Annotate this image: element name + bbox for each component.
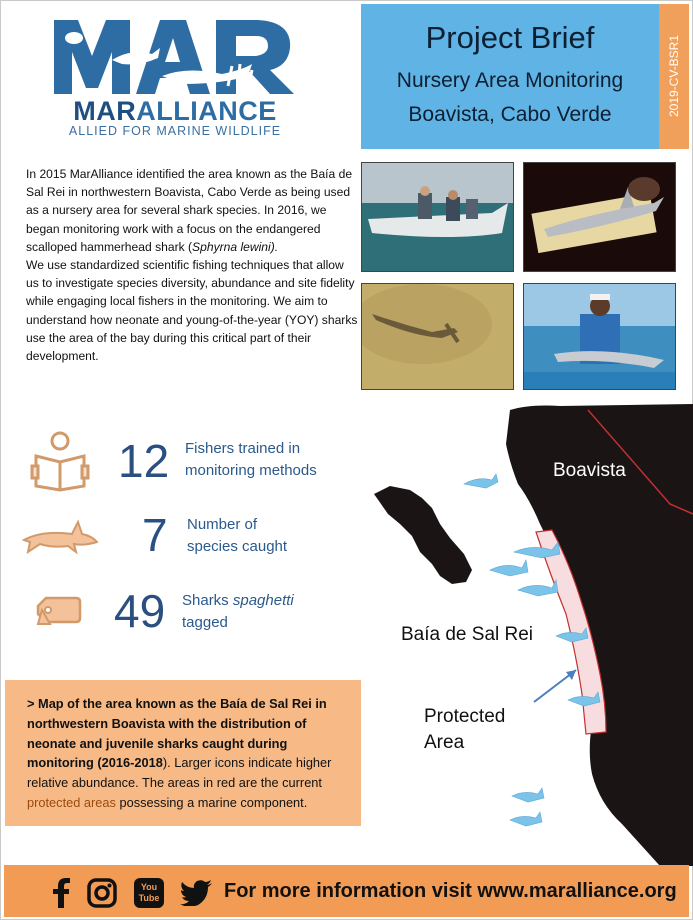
brand-tagline: ALLIED FOR MARINE WILDLIFE	[68, 124, 282, 138]
stat-fishers-label: Fishers trained in monitoring methods	[185, 440, 317, 479]
shark-icon	[22, 520, 98, 556]
photo-hammerhead-water	[361, 283, 514, 390]
photo-fisher-with-shark	[523, 283, 676, 390]
intro-paragraph-1: In 2015 MarAlliance identified the area known as the Baía de Sal Rei in northwestern Boavista, Cabo Verde as being used as a nursery area for several shark species. In 2016, we began monitoring work with a focus on the endangered scalloped hammerhead shark (Sphyrna lewini).	[26, 167, 353, 254]
stat-tagged-label: Sharks spaghetti tagged	[182, 592, 294, 631]
stat-tagged-number: 49	[114, 585, 166, 637]
subtitle-1: Nursery Area Monitoring	[396, 69, 624, 92]
twitter-icon[interactable]	[180, 880, 212, 906]
footer-website-text[interactable]: For more information visit www.maralliance.org	[224, 880, 677, 902]
title-box	[361, 4, 659, 149]
intro-paragraph-2: We use standardized scientific fishing techniques that allow us to investigate species diversity, abundance and site fidelity while engaging local fishers in the monitoring. We aim to understand how neonate and young-of-the-year (YOY) sharks use the area of the bay during this critical part of their development.	[26, 258, 358, 364]
stat-species-label: Number of species caught	[187, 516, 288, 555]
map-caption: > Map of the area known as the Baía de Sal Rei in northwestern Boavista with the distribution of neonate and juvenile sharks caught during monitoring (2016-2018). Larger icons indicate higher relative abundance. The areas in red are the current protected areas possessing a marine component.	[5, 680, 361, 826]
subtitle-2: Boavista, Cabo Verde	[408, 102, 612, 126]
photo-boat-fishers	[361, 162, 514, 272]
page-title: Project Brief	[425, 20, 595, 55]
brand-wordmark: MARALLIANCE	[73, 96, 277, 126]
species-name: Sphyrna lewini).	[192, 239, 279, 254]
stat-fishers-number: 12	[118, 435, 170, 487]
map-label-protected-area: Protected Area	[424, 706, 506, 753]
facebook-icon[interactable]	[52, 878, 70, 908]
tag-icon	[36, 594, 82, 628]
instagram-icon[interactable]	[87, 878, 117, 908]
document-code: 2019-CV-BSR1	[667, 34, 681, 118]
intro-text	[26, 165, 358, 365]
map-label-boavista: Boavista	[553, 460, 626, 481]
youtube-icon[interactable]: You Tube	[134, 878, 164, 908]
map-label-bay: Baía de Sal Rei	[401, 624, 534, 645]
reading-person-icon	[30, 430, 90, 492]
photo-shark-measure	[523, 162, 676, 272]
stat-species-number: 7	[142, 509, 168, 561]
